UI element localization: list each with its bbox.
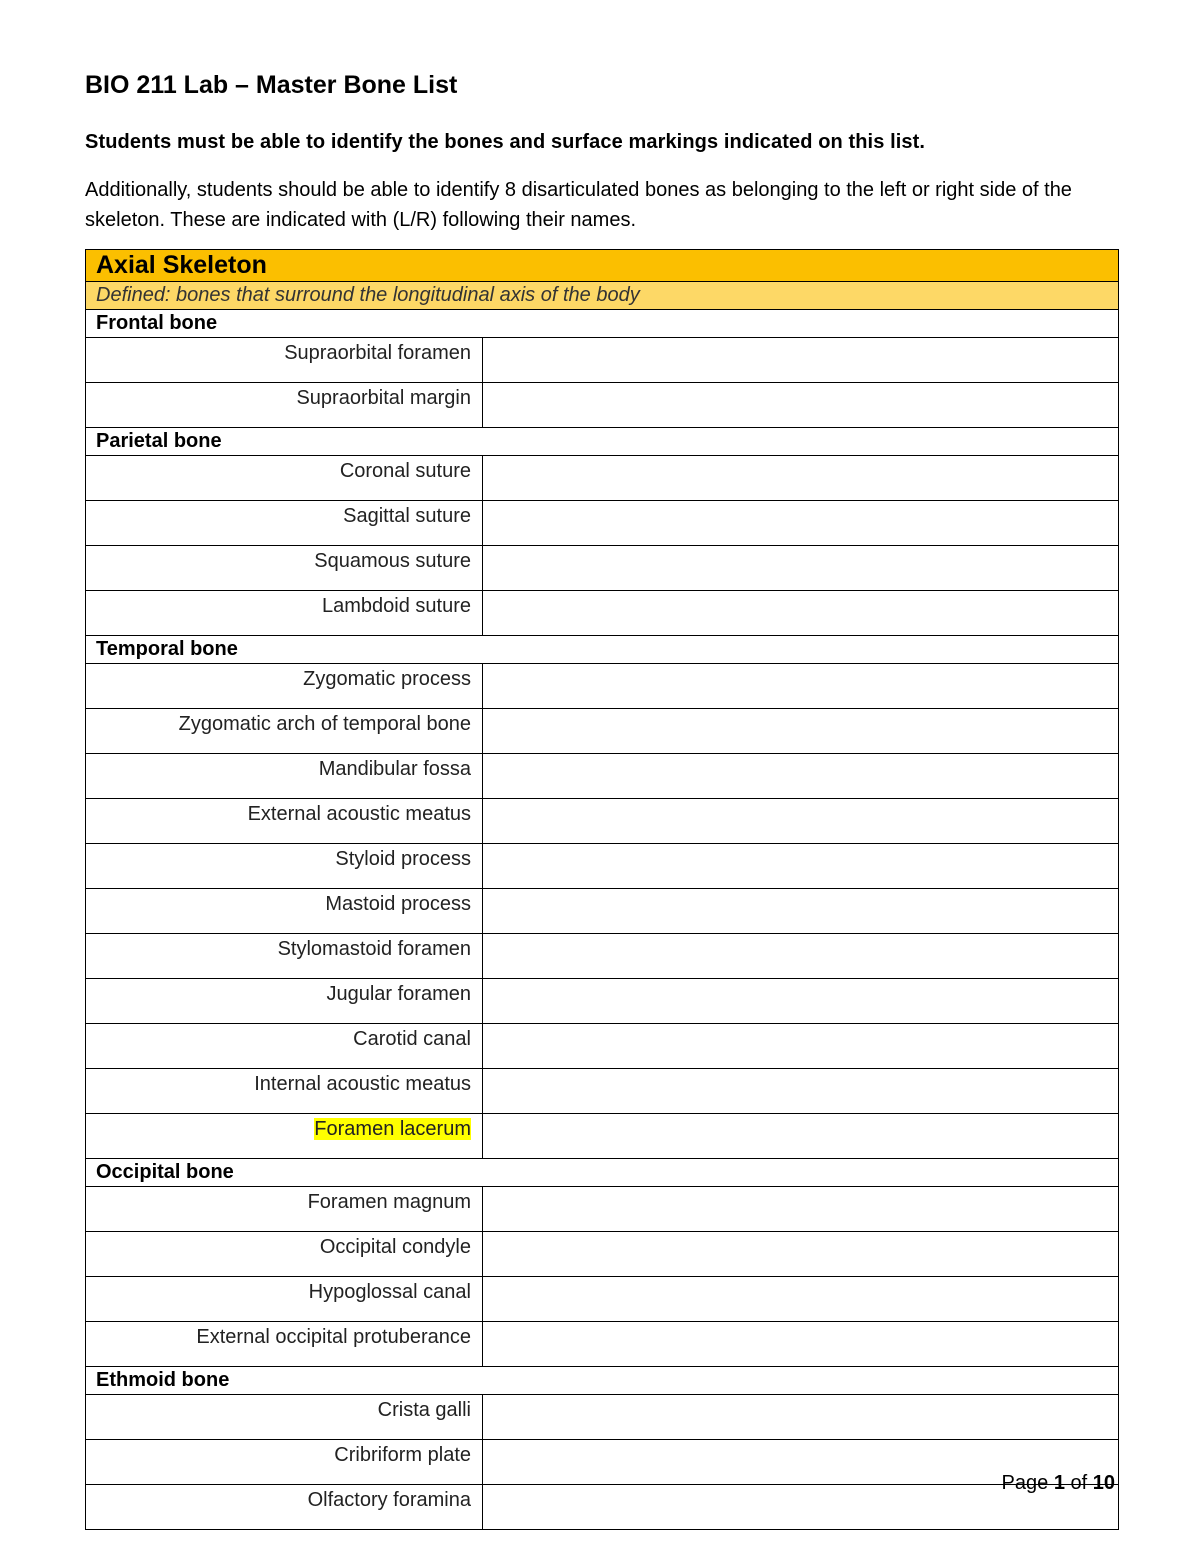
marking-row [86, 1069, 1119, 1114]
highlighted-text: Foramen lacerum [314, 1118, 471, 1140]
intro-paragraph: Additionally, students should be able to identify 8 disarticulated bones as belonging to the left or right side of the skeleton. These are indicated with (L/R) following their names. [85, 179, 1072, 231]
bone-row [86, 1367, 1119, 1395]
bone-row [86, 428, 1119, 456]
marking-label: Carotid canal [86, 1024, 483, 1069]
answer-cell[interactable] [483, 1114, 1119, 1159]
answer-cell[interactable] [483, 1069, 1119, 1114]
answer-cell[interactable] [483, 934, 1119, 979]
bone-row [86, 310, 1119, 338]
marking-label: Zygomatic arch of temporal bone [86, 709, 483, 754]
marking-label: Squamous suture [86, 546, 483, 591]
bone-name: Ethmoid bone [86, 1367, 1119, 1395]
marking-row [86, 844, 1119, 889]
answer-cell[interactable] [483, 799, 1119, 844]
bone-name: Occipital bone [86, 1159, 1119, 1187]
marking-label: Lambdoid suture [86, 591, 483, 636]
answer-cell[interactable] [483, 1395, 1119, 1440]
answer-cell[interactable] [483, 889, 1119, 934]
marking-label: Supraorbital foramen [86, 338, 483, 383]
answer-cell[interactable] [483, 546, 1119, 591]
marking-label: Occipital condyle [86, 1232, 483, 1277]
marking-label: Foramen magnum [86, 1187, 483, 1232]
marking-row [86, 1232, 1119, 1277]
answer-cell[interactable] [483, 754, 1119, 799]
answer-cell[interactable] [483, 664, 1119, 709]
marking-row [86, 754, 1119, 799]
bone-row [86, 1159, 1119, 1187]
answer-cell[interactable] [483, 338, 1119, 383]
marking-row [86, 1114, 1119, 1159]
answer-cell[interactable] [483, 979, 1119, 1024]
marking-label: Zygomatic process [86, 664, 483, 709]
document-title: BIO 211 Lab – Master Bone List [85, 71, 458, 99]
answer-cell[interactable] [483, 591, 1119, 636]
marking-row [86, 456, 1119, 501]
marking-label: Cribriform plate [86, 1440, 483, 1485]
bone-name: Temporal bone [86, 636, 1119, 664]
answer-cell[interactable] [483, 1277, 1119, 1322]
marking-row [86, 979, 1119, 1024]
answer-cell[interactable] [483, 709, 1119, 754]
marking-row [86, 591, 1119, 636]
answer-cell[interactable] [483, 1232, 1119, 1277]
answer-cell[interactable] [483, 1024, 1119, 1069]
marking-row [86, 934, 1119, 979]
bone-list-table [85, 249, 1119, 1530]
bone-name: Parietal bone [86, 428, 1119, 456]
marking-row [86, 709, 1119, 754]
marking-label: Crista galli [86, 1395, 483, 1440]
marking-row [86, 546, 1119, 591]
marking-row [86, 889, 1119, 934]
marking-label: Sagittal suture [86, 501, 483, 546]
marking-label: Hypoglossal canal [86, 1277, 483, 1322]
intro-requirement: Students must be able to identify the bones and surface markings indicated on this list. [85, 131, 926, 153]
marking-row [86, 1277, 1119, 1322]
bone-name: Frontal bone [86, 310, 1119, 338]
marking-label: Mastoid process [86, 889, 483, 934]
marking-label: Coronal suture [86, 456, 483, 501]
section-title: Axial Skeleton [86, 250, 1119, 282]
answer-cell[interactable] [483, 1322, 1119, 1367]
marking-label: Jugular foramen [86, 979, 483, 1024]
marking-label: Internal acoustic meatus [86, 1069, 483, 1114]
marking-label: Supraorbital margin [86, 383, 483, 428]
section-header-row [86, 250, 1119, 282]
marking-label: Mandibular fossa [86, 754, 483, 799]
bone-row [86, 636, 1119, 664]
marking-row [86, 501, 1119, 546]
answer-cell[interactable] [483, 844, 1119, 889]
footer-page-total: 10 [1092, 1472, 1115, 1494]
marking-label: Styloid process [86, 844, 483, 889]
section-definition: Defined: bones that surround the longitudinal axis of the body [86, 282, 1119, 310]
marking-label: Olfactory foramina [86, 1485, 483, 1530]
marking-label: External acoustic meatus [86, 799, 483, 844]
footer-page-prefix: Page [1001, 1472, 1049, 1494]
footer-of: of [1070, 1472, 1088, 1494]
page-footer [960, 1472, 1115, 1495]
answer-cell[interactable] [483, 456, 1119, 501]
marking-row [86, 1395, 1119, 1440]
answer-cell[interactable] [483, 1187, 1119, 1232]
marking-row [86, 338, 1119, 383]
answer-cell[interactable] [483, 383, 1119, 428]
marking-row [86, 1187, 1119, 1232]
marking-row [86, 799, 1119, 844]
answer-cell[interactable] [483, 501, 1119, 546]
marking-label: External occipital protuberance [86, 1322, 483, 1367]
marking-row [86, 664, 1119, 709]
marking-label-highlighted [86, 1114, 483, 1159]
footer-page-number: 1 [1053, 1472, 1065, 1494]
marking-row [86, 383, 1119, 428]
marking-row [86, 1024, 1119, 1069]
marking-label: Stylomastoid foramen [86, 934, 483, 979]
section-definition-row [86, 282, 1119, 310]
marking-row [86, 1322, 1119, 1367]
